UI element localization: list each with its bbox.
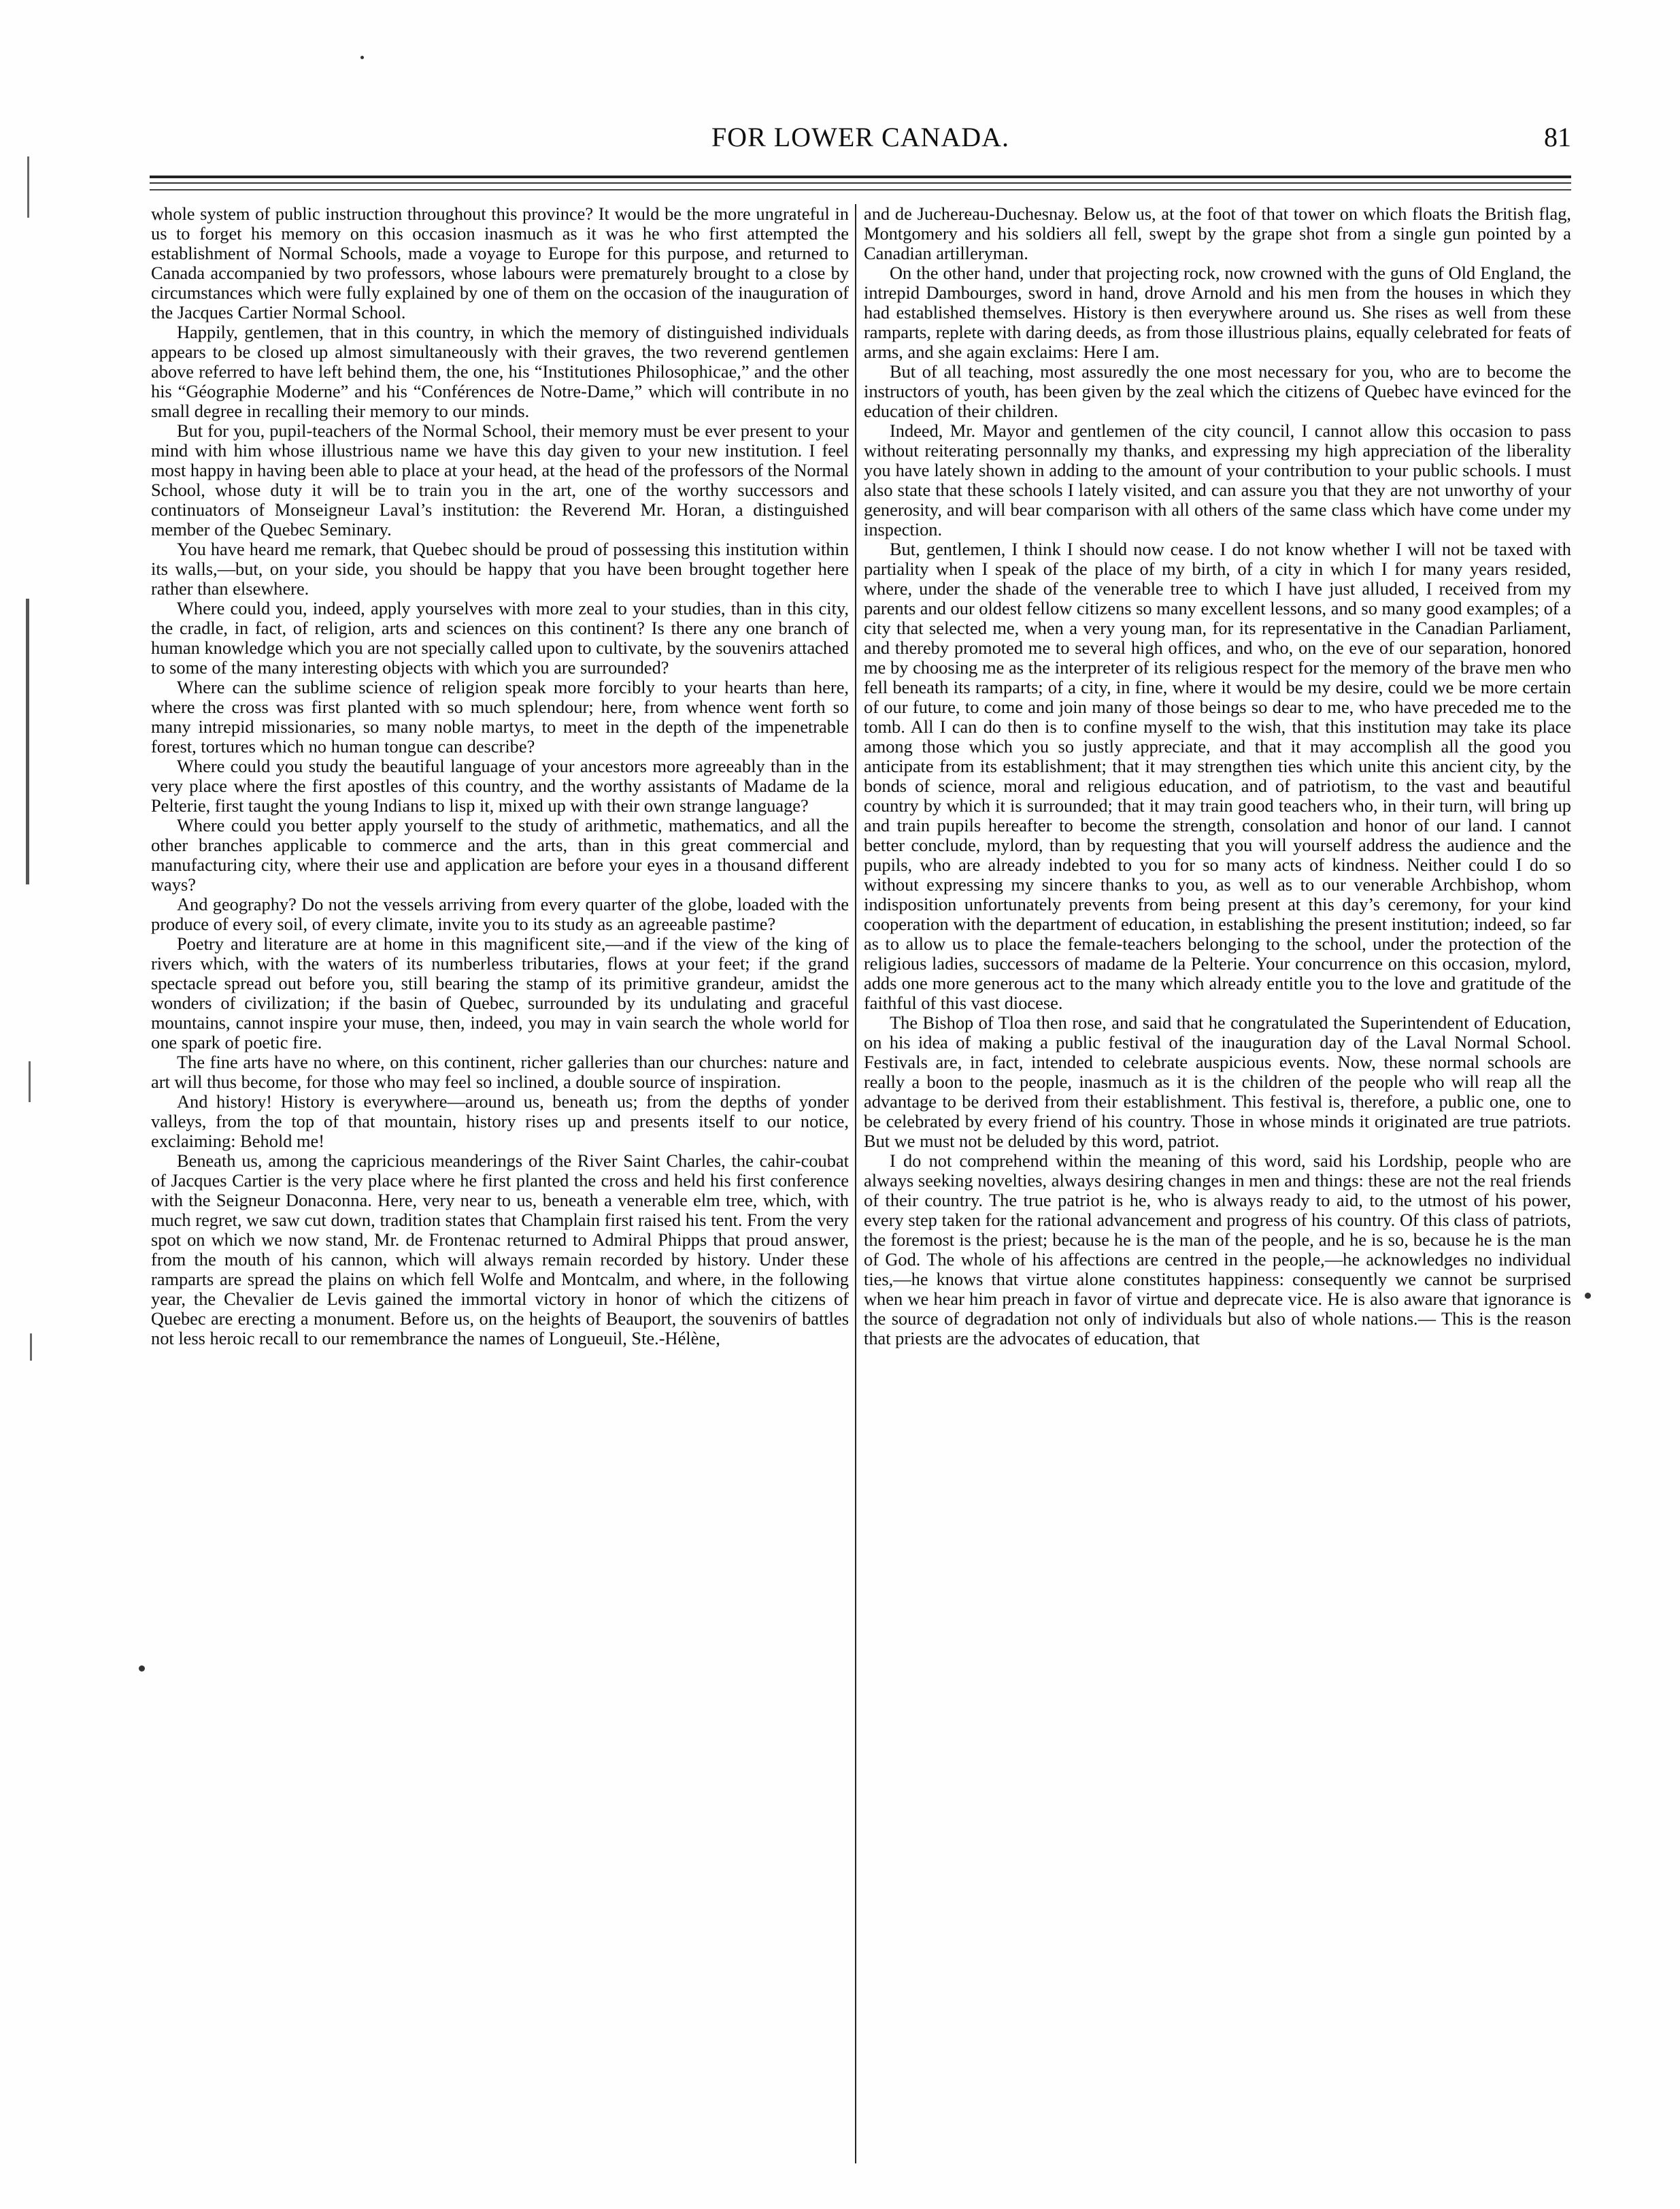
paragraph: And history! History is everywhere—around us, beneath us; from the depths of yonder valleys, from the top of that mountain, history rises up and presents itself to our notice, exclaiming: Behold me! — [151, 1091, 849, 1151]
paragraph: You have heard me remark, that Quebec should be proud of possessing this institution within its walls,—but, on your side, you should be happy that you have been brought together here rather than elsewhere. — [151, 539, 849, 599]
paragraph: Where could you better apply yourself to the study of arithmetic, mathematics, and all the other branches applicable to commerce and the arts, than in this great commercial and manufacturing city, where their use and application are before your eyes in a thousand different ways? — [151, 815, 849, 895]
paragraph: Beneath us, among the capricious meanderings of the River Saint Charles, the cahir-coubat of Jacques Cartier is the very place where he first planted the cross and held his first conference with the Seigneur Donaconna. Here, very near to us, beneath a venerable elm tree, which, with much regret, we saw cut down, tradition states that Champlain first raised his tent. From the very spot on which we now stand, Mr. de Frontenac returned to Admiral Phipps that proud answer, from the mouth of his cannon, which will always remain recorded by history. Under these ramparts are spread the plains on which fell Wolfe and Montcalm, and where, in the following year, the Chevalier de Levis gained the immortal victory in honor of which the citizens of Quebec are erecting a monument. Before us, on the heights of Beauport, the souvenirs of battles not less heroic recall to our remembrance the names of Longueuil, Ste.-Hélène, — [151, 1150, 849, 1348]
column-divider — [855, 204, 856, 2163]
paragraph: Poetry and literature are at home in this magnificent site,—and if the view of the king of rivers which, with the waters of its numberless tributaries, flows at your feet; if the grand spectacle spread out before you, still bearing the stamp of its primitive grandeur, amidst the wonders of civilization; if the basin of Quebec, surrounded by its undulating and graceful mountains, cannot inspire your muse, then, indeed, you may in vain search the whole world for one spark of poetic fire. — [151, 933, 849, 1052]
paragraph: The Bishop of Tloa then rose, and said that he congratulated the Superintendent of Education, on his idea of making a public festival of the inauguration day of the Laval Normal School. Festivals are, in fact, intended to celebrate auspicious events. Now, these normal schools are really a boon to the people, inasmuch as it is the children of the people who will reap all the advantage to be derived from their establishment. This festival is, therefore, a public one, one to be celebrated by every friend of his country. Those in whose minds it originated are true patriots. But we must not be deluded by this word, patriot. — [864, 1012, 1571, 1151]
paragraph: And geography? Do not the vessels arriving from every quarter of the globe, loaded with the produce of every soil, of every climate, invite you to its study as an agreeable pastime? — [151, 894, 849, 934]
page-number: 81 — [1544, 122, 1571, 152]
paragraph: Where could you study the beautiful language of your ancestors more agreeably than in the very place where the first apostles of this country, and the worthy assistants of Madame de la Pelterie, first taught the young Indians to lisp it, mixed up with their own strange language? — [151, 756, 849, 816]
scan-speck — [1585, 1293, 1591, 1299]
paragraph: Happily, gentlemen, that in this country, in which the memory of distinguished individuals appears to be closed up almost simultaneously with their graves, the two reverend gentlemen above referred to have left behind them, the one, his “Institutiones Philosophicae,” and the other his “Géographie Moderne” and his “Conférences de Notre-Dame,” which will contribute in no small degree in recalling their memory to our minds. — [151, 322, 849, 421]
page-header — [150, 121, 1571, 162]
paragraph: Where can the sublime science of religion speak more forcibly to your hearts than here, where the cross was first planted with so much splendour; here, from whence went forth so many intrepid missionaries, so many noble martys, to meet in the depth of the impenetrable forest, tortures which no human tongue can describe? — [151, 677, 849, 757]
paragraph: Where could you, indeed, apply yourselves with more zeal to your studies, than in this city, the cradle, in fact, of religion, arts and sciences on this continent? Is there any one branch of human knowledge which you are not specially called upon to cultivate, by the souvenirs attached to some of the many interesting objects with which you are surrounded? — [151, 598, 849, 678]
right-column — [864, 204, 1571, 2163]
paragraph: whole system of public instruction throughout this province? It would be the more ungrateful in us to forget his memory on this occasion inasmuch as it was he who first attempted the establishment of Normal Schools, made a voyage to Europe for this purpose, and returned to Canada accompanied by two professors, whose labours were prematurely brought to a close by circumstances which were fully explained by one of them on the occasion of the inauguration of the Jacques Cartier Normal School. — [151, 204, 849, 322]
header-rule-thin-lower — [150, 189, 1571, 190]
paragraph: I do not comprehend within the meaning of this word, said his Lordship, people who are always seeking novelties, always desiring changes in men and things: these are not the real friends of their country. The true patriot is he, who is always ready to aid, to the utmost of his power, every step taken for the rational advancement and progress of his country. Of this class of patriots, the foremost is the priest; because he is the man of the people, and he is so, because he is the man of God. The whole of his affections are centred in the people,—he acknowledges no individual ties,—he knows that virtue alone constitutes happiness: consequently we cannot be surprised when we hear him preach in favor of virtue and deprecate vice. He is also aware that ignorance is the source of degradation not only of individuals but also of whole nations.— This is the reason that priests are the advocates of education, that — [864, 1150, 1571, 1348]
paragraph: But, gentlemen, I think I should now cease. I do not know whether I will not be taxed with partiality when I speak of the place of my birth, of a city in which I for many years resided, where, under the shade of the venerable tree to which I have just alluded, I received from my parents and our oldest fellow citizens so many excellent lessons, and so many good examples; of a city that selected me, when a very young man, for its representative in the Canadian Parliament, and thereby promoted me to several high offices, and who, on the eve of our separation, honored me by choosing me as the interpreter of its religious respect for the memory of the brave men who fell beneath its ramparts; of a city, in fine, where it would be my desire, could we be more certain of our future, to come and join many of those beings so dear to me, who have preceded me to the tomb. All I can do then is to confine myself to the wish, that this institution may take its place among those which you so justly appreciate, and that it may accomplish all the good you anticipate from its establishment; that it may strengthen ties which unite this ancient city, by the bonds of science, moral and religious education, and of patriotism, to the vast and beautiful country by which it is surrounded; that it may train good teachers who, in their turn, will bring up and train pupils hereafter to become the strength, consolation and honor of our land. I cannot better conclude, mylord, than by requesting that you will yourself address the audience and the pupils, who are already indebted to you for so many acts of kindness. Neither could I do so without expressing my sincere thanks to you, as well as to our venerable Archbishop, whom indisposition unfortunately prevents from being present at this day’s ceremony, for your kind cooperation with the department of education, in establishing the present institution; indeed, so far as to allow us to place the female-teachers belonging to the school, under the protection of the religious ladies, successors of madame de la Pelterie. Your concurrence on this occasion, mylord, adds one more generous act to the many which already entitle you to the love and gratitude of the faithful of this vast diocese. — [864, 539, 1571, 1013]
paragraph: and de Juchereau-Duchesnay. Below us, at the foot of that tower on which floats the British flag, Montgomery and his soldiers all fell, swept by the grape shot from a single gun pointed by a Canadian artilleryman. — [864, 204, 1571, 263]
paragraph: But of all teaching, most assuredly the one most necessary for you, who are to become the instructors of youth, has been given by the zeal which the citizens of Quebec have evinced for the education of their children. — [864, 361, 1571, 421]
scan-speck — [139, 1665, 145, 1672]
left-column — [151, 204, 849, 2163]
header-rule-thick — [150, 176, 1571, 178]
scan-mark — [29, 1061, 31, 1102]
paragraph: But for you, pupil-teachers of the Normal School, their memory must be ever present to your mind with him whose illustrious name we have this day given to your new institution. I feel most happy in having been able to place at your head, at the head of the professors of the Normal School, whose duty it will be to train you in the art, one of the worthy successors and continuators of Monseigneur Laval’s institution: the Reverend Mr. Horan, a distinguished member of the Quebec Seminary. — [151, 420, 849, 539]
header-rule-thin — [150, 182, 1571, 184]
scan-mark — [27, 156, 29, 218]
paragraph: The fine arts have no where, on this continent, richer galleries than our churches: nature and art will thus become, for those who may feel so inclined, a double source of inspiration. — [151, 1052, 849, 1092]
running-title: FOR LOWER CANADA. — [711, 122, 1010, 152]
scan-mark — [26, 599, 29, 884]
scan-mark — [30, 1333, 32, 1361]
scan-speck — [360, 56, 364, 59]
paragraph: On the other hand, under that projecting rock, now crowned with the guns of Old England, the intrepid Dambourges, sword in hand, drove Arnold and his men from the houses in which they had established themselves. History is then everywhere around us. She rises as well from these ramparts, replete with daring deeds, as from those illustrious plains, equally celebrated for feats of arms, and she again exclaims: Here I am. — [864, 263, 1571, 362]
paragraph: Indeed, Mr. Mayor and gentlemen of the city council, I cannot allow this occasion to pass without reiterating personnally my thanks, and expressing my high appreciation of the liberality you have lately shown in adding to the amount of your contribution to your public schools. I must also state that these schools I lately visited, and can assure you that they are not unworthy of your generosity, and will bear comparison with all others of the same class which have come under my inspection. — [864, 420, 1571, 539]
